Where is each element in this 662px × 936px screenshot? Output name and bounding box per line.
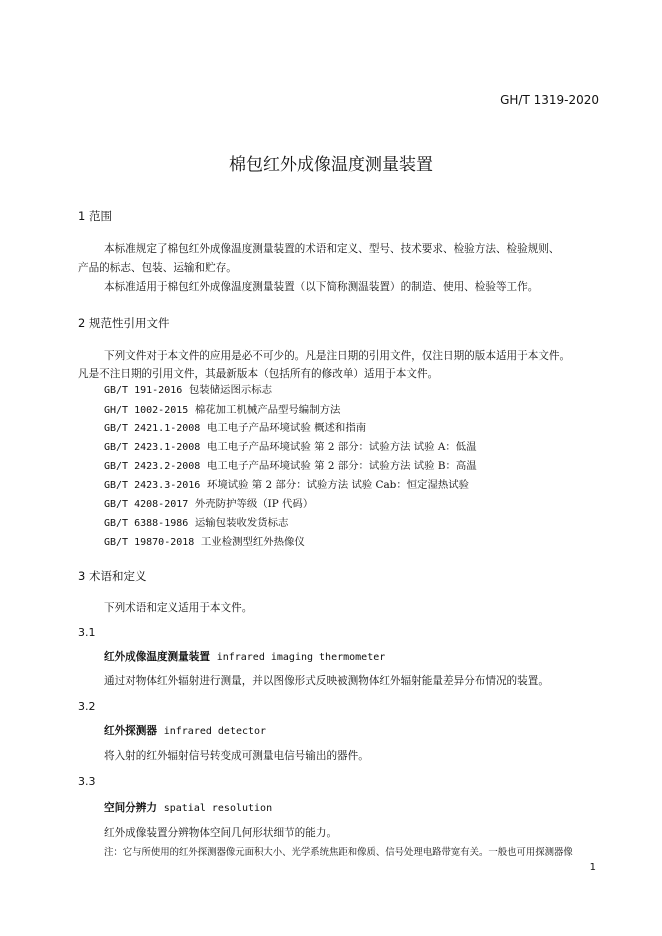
page-number: 1 [589, 862, 596, 873]
reference-code: GB/T 19870-2018 [104, 537, 195, 548]
reference-item [104, 495, 313, 510]
reference-title: 电工电子产品环境试验 第 2 部分：试验方法 试验 B：高温 [206, 460, 477, 472]
references-intro-line1: 下列文件对于本文件的应用是必不可少的。凡是注日期的引用文件，仅注日期的版本适用于本文件。 [104, 350, 571, 362]
term-heading [104, 800, 272, 815]
scope-paragraph-line2: 产品的标志、包装、运输和贮存。 [78, 262, 237, 274]
term-number: 3.1 [78, 626, 96, 639]
reference-item [104, 514, 288, 529]
reference-title: 外壳防护等级（IP 代码） [194, 498, 314, 510]
reference-code: GB/T 6388-1986 [104, 518, 189, 529]
terms-intro: 下列术语和定义适用于本文件。 [104, 602, 253, 614]
reference-title: 包装储运图示标志 [188, 384, 273, 396]
reference-item [104, 419, 366, 434]
term-en: infrared detector [163, 726, 267, 737]
reference-code: GB/T 2423.1-2008 [104, 442, 201, 453]
term-definition: 红外成像装置分辨物体空间几何形状细节的能力。 [104, 827, 338, 839]
scope-paragraph-line1: 本标准规定了棉包红外成像温度测量装置的术语和定义、型号、技术要求、检验方法、检验规则、 [104, 243, 560, 255]
term-en: spatial resolution [163, 803, 273, 814]
reference-item [104, 476, 469, 491]
reference-item [104, 381, 272, 396]
scope-paragraph-2: 本标准适用于棉包红外成像温度测量装置（以下简称测温装置）的制造、使用、检验等工作。 [104, 281, 539, 293]
reference-item [104, 457, 477, 472]
reference-code: GB/T 2423.3-2016 [104, 480, 201, 491]
reference-title: 环境试验 第 2 部分：试验方法 试验 Cab：恒定湿热试验 [206, 479, 470, 491]
term-note: 注：它与所使用的红外探测器像元面积大小、光学系统焦距和像质、信号处理电路带宽有关。一般也可用探测器像 [104, 847, 573, 858]
term-zh: 红外探测器 [104, 725, 157, 737]
reference-item [104, 438, 477, 453]
reference-code: GB/T 4208-2017 [104, 499, 189, 510]
reference-title: 电工电子产品环境试验 概述和指南 [206, 422, 367, 434]
reference-code: GB/T 2423.2-2008 [104, 461, 201, 472]
term-number: 3.2 [78, 700, 96, 713]
reference-code: GB/T 2421.1-2008 [104, 423, 201, 434]
term-heading [104, 649, 385, 664]
reference-title: 棉花加工机械产品型号编制方法 [194, 404, 341, 416]
section-heading-terms-and-definitions: 3 术语和定义 [78, 569, 147, 583]
term-number: 3.3 [78, 775, 96, 788]
references-intro-line2: 凡是不注日期的引用文件，其最新版本（包括所有的修改单）适用于本文件。 [78, 368, 439, 380]
term-heading [104, 723, 266, 738]
reference-title: 运输包装收发货标志 [194, 517, 289, 529]
term-definition: 通过对物体红外辐射进行测量，并以图像形式反映被测物体红外辐射能量差异分布情况的装置。 [104, 675, 549, 687]
reference-code: GH/T 1002-2015 [104, 405, 189, 416]
standard-code: GH/T 1319-2020 [500, 93, 599, 107]
section-heading-normative-references: 2 规范性引用文件 [78, 316, 170, 330]
term-definition: 将入射的红外辐射信号转变成可测量电信号输出的器件。 [104, 750, 369, 762]
reference-title: 电工电子产品环境试验 第 2 部分：试验方法 试验 A：低温 [206, 441, 477, 453]
reference-code: GB/T 191-2016 [104, 385, 183, 396]
term-zh: 空间分辨力 [104, 802, 157, 814]
term-zh: 红外成像温度测量装置 [104, 651, 210, 663]
document-title: 棉包红外成像温度测量装置 [229, 155, 433, 175]
section-heading-scope: 1 范围 [78, 209, 112, 223]
reference-item [104, 401, 340, 416]
term-en: infrared imaging thermometer [216, 652, 386, 663]
reference-item [104, 533, 305, 548]
reference-title: 工业检测型红外热像仪 [200, 536, 305, 548]
